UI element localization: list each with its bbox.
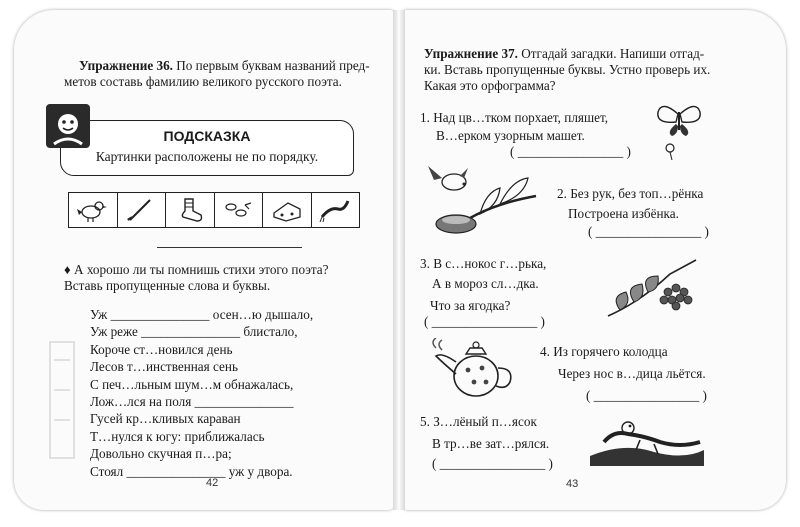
page-number-left: 42 [206, 477, 219, 489]
riddle-1-line1: 1. Над цв…тком порхает, пляшет, [420, 110, 609, 125]
riddle-1-answer[interactable]: ( ________________ ) [510, 144, 631, 159]
riddle-3-line1: 3. В с…нокос г…рька, [420, 256, 547, 271]
book-gutter [393, 10, 405, 510]
lizard-icon [584, 412, 708, 468]
riddle-5-line1: 5. З…лёный п…ясок [420, 414, 537, 429]
hint-character-icon [46, 104, 90, 148]
moths-icon [215, 193, 264, 227]
riddle-2-line2: Построена избёнка. [568, 206, 679, 221]
exercise-37-line1 [424, 46, 704, 62]
pictures-strip [68, 192, 360, 228]
faded-stamp-icon [48, 340, 76, 460]
riddle-4-line2: Через нос в…дица льётся. [558, 366, 706, 381]
page-number-right: 43 [566, 478, 579, 490]
teapot-icon [426, 338, 522, 400]
exercise-36-line1 [79, 58, 370, 74]
riddle-2-answer[interactable]: ( ________________ ) [588, 224, 709, 239]
exercise-36-line2: метов составь фамилию великого русского поэта. [64, 74, 342, 89]
hint-text: Картинки расположены не по порядку. [95, 149, 319, 164]
exercise-36-text1: По первым буквам названий пред- [172, 58, 370, 73]
poem-line: Лесов т…инственная сень [90, 359, 238, 375]
bird-icon [69, 193, 118, 227]
riddle-3-line3: Что за ягодка? [430, 298, 511, 313]
hint-title: ПОДСКАЗКА [163, 128, 251, 144]
sock-icon [166, 193, 215, 227]
riddle-3-line2: А в мороз сл…дка. [432, 276, 539, 291]
riddle-1-line2: В…ерком узорным машет. [436, 128, 585, 143]
poem-blank[interactable]: _______________ [110, 307, 210, 322]
poem-line: Уж реже _______________ блистало, [90, 324, 298, 340]
poem-line: Лож…лся на поля _______________ [90, 393, 294, 409]
riddle-5-answer[interactable]: ( ________________ ) [432, 456, 553, 471]
riddle-5-line2: В тр…ве зат…рялся. [432, 436, 550, 451]
butterfly-flower-icon [650, 98, 706, 160]
poem-line: Гусей кр…кливых караван [90, 411, 241, 427]
poem-line: Стоял _______________ уж у двора. [90, 463, 293, 479]
exercise-37-line3: Какая это орфограмма? [424, 78, 556, 93]
poem-line: С печ…льным шум…м обнажалась, [90, 376, 294, 392]
exercise-37-line2: ки. Вставь пропущенные буквы. Устно проверь их. [424, 62, 711, 77]
poem-line: Уж _______________ осен…ю дышало, [90, 307, 314, 322]
poem-line: Короче ст…новился день [90, 341, 233, 357]
poem-blank[interactable]: _______________ [141, 324, 241, 340]
riddle-2-line1: 2. Без рук, без топ…рёнка [557, 186, 704, 201]
rowan-berries-icon [600, 256, 710, 326]
scarf-icon [312, 193, 360, 227]
riddle-3-answer[interactable]: ( ________________ ) [424, 314, 545, 329]
surname-answer-line[interactable] [157, 247, 302, 248]
cheese-icon [263, 193, 312, 227]
poem-question-line1: ♦ А хорошо ли ты помнишь стихи этого поэта? [64, 262, 329, 277]
exercise-37-text1: Отгадай загадки. Напиши отгад- [517, 46, 705, 61]
exercise-36-title: Упражнение 36. [79, 58, 173, 73]
poem-blank[interactable]: _______________ [194, 393, 294, 409]
exercise-37-title: Упражнение 37. [424, 46, 518, 61]
bird-nest-branch-icon [420, 162, 538, 244]
brush-icon [118, 193, 167, 227]
poem-line: Т…нулся к югу: приближалась [90, 428, 265, 444]
poem-block [90, 307, 313, 481]
poem-line: Довольно скучная п…ра; [90, 446, 232, 462]
riddle-4-answer[interactable]: ( ________________ ) [586, 388, 707, 403]
poem-blank[interactable]: _______________ [126, 463, 226, 479]
hint-box [60, 120, 354, 176]
poem-question-line2: Вставь пропущенные слова и буквы. [64, 278, 271, 293]
riddle-4-line1: 4. Из горячего колодца [540, 344, 668, 359]
